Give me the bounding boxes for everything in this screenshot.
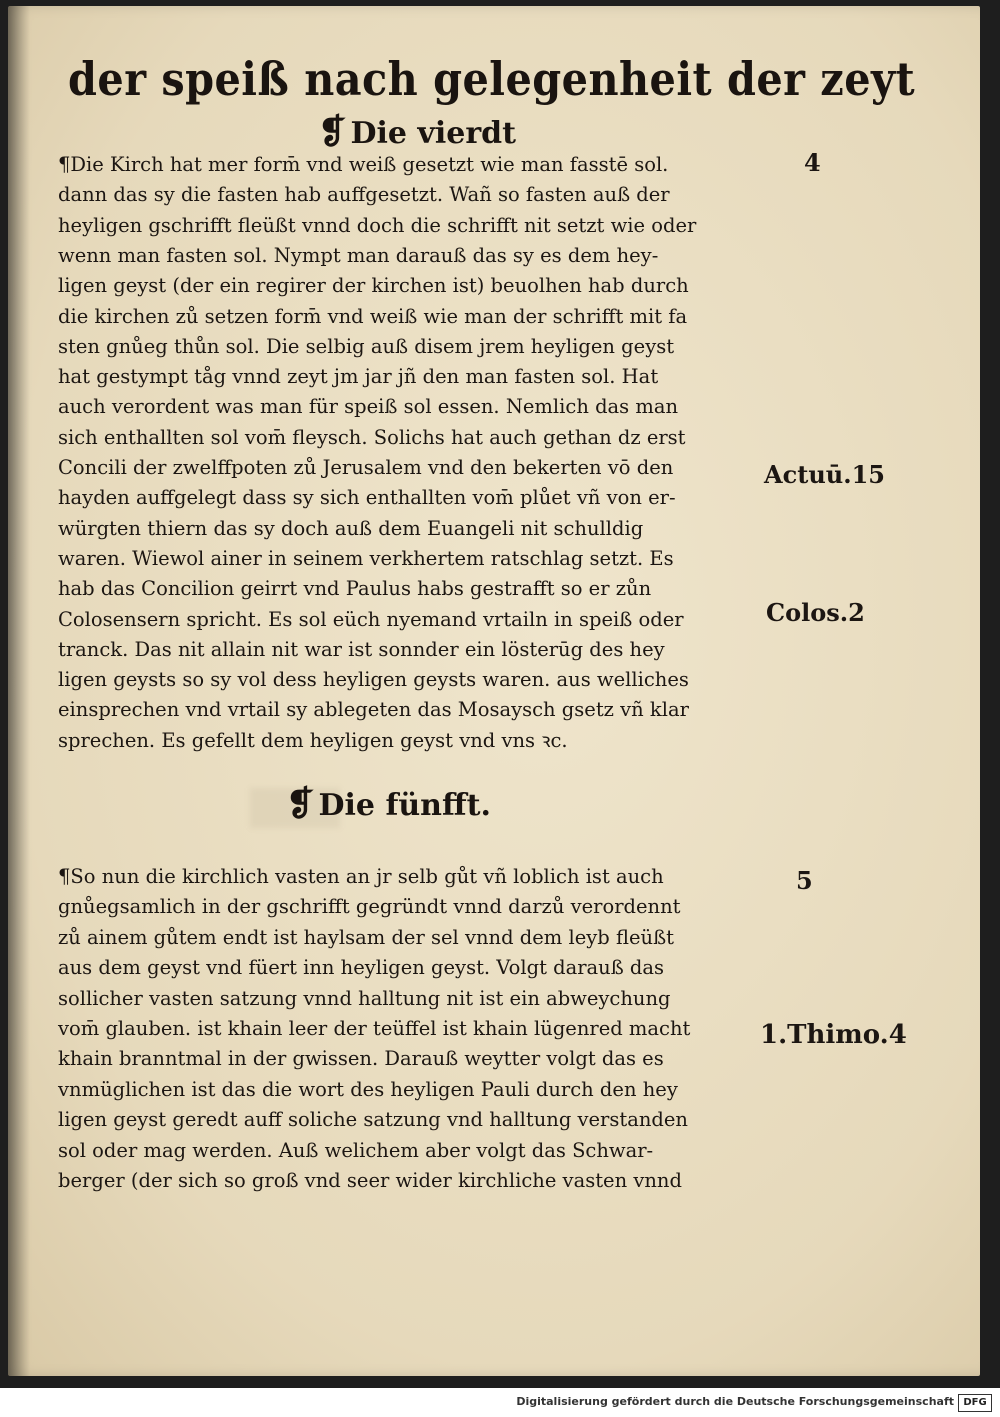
section-title: Die fünfft. [318, 788, 491, 823]
text-line: ligen geyst geredt auff soliche satzung vnd halltung verstanden [58, 1108, 688, 1132]
text-line: Concili der zwelffpoten zů Jerusalem vnd den bekerten vō den [58, 456, 674, 479]
text-line: würgten thiern das sy doch auß dem Euangeli nit schulldig [58, 516, 644, 540]
margin-ref-thimo: 1.Thimo.4 [760, 1020, 907, 1050]
text-line: heyligen gschrifft fleüßt vnnd doch die schrifft nit setzt wie oder [58, 213, 697, 237]
capitulum-mark: ❡ [318, 112, 347, 152]
text-line: ¶Die Kirch hat mer form̄ vnd weiß gesetzt wie man fasstē sol. [58, 153, 669, 176]
capitulum-mark: ❡ [286, 784, 315, 824]
text-line: vnmüglichen ist das die wort des heyligen Pauli durch den hey [58, 1077, 678, 1101]
margin-ref-colos: Colos.2 [766, 598, 865, 627]
section-heading-4 [318, 112, 516, 152]
text-line: einsprechen vnd vrtail sy ablegeten das Mosaysch gsetz vñ klar [58, 698, 689, 722]
footer-credit: Digitalisierung gefördert durch die Deutsche Forschungsgemeinschaft [516, 1395, 954, 1408]
text-line: sten gnůeg thůn sol. Die selbig auß disem jrem heyligen geyst [58, 334, 675, 358]
text-line: ¶So nun die kirchlich vasten an jr selb gůt vñ loblich ist auch [58, 865, 664, 888]
text-line: vom̄ glauben. ist khain leer der teüffel ist khain lügenred macht [58, 1017, 691, 1040]
text-line: tranck. Das nit allain nit war ist sonnder ein lösterūg des hey [58, 637, 665, 661]
margin-number-4: 4 [804, 148, 821, 177]
text-line: sprechen. Es gefellt dem heyligen geyst vnd vns ꝛc. [58, 728, 568, 752]
footer-bar [0, 1388, 1000, 1417]
text-line: die kirchen zů setzen form̄ vnd weiß wie man der schrifft mit fa [58, 304, 688, 328]
text-line: Colosensern spricht. Es sol eüch nyemand vrtailn in speiß oder [58, 607, 684, 631]
text-line: hat gestympt tåg vnnd zeyt jm jar jñ den man fasten sol. Hat [58, 365, 659, 389]
text-line: zů ainem gůtem endt ist haylsam der sel vnnd dem leyb fleüßt [58, 925, 674, 949]
text-line: sol oder mag werden. Auß welichem aber volgt das Schwar- [58, 1138, 654, 1162]
page-fold-shadow [8, 6, 30, 1376]
text-line: wenn man fasten sol. Nympt man darauß das sy es dem hey- [58, 243, 659, 267]
section-heading-5 [286, 784, 491, 824]
section-title: Die vierdt [350, 116, 516, 151]
text-line: ligen geyst (der ein regirer der kirchen ist) beuolhen hab durch [58, 274, 689, 298]
text-line: sich enthallten sol vom̄ fleysch. Solichs hat auch gethan dz erst [58, 425, 686, 449]
text-line: khain branntmal in der gwissen. Darauß weytter volgt das es [58, 1047, 664, 1071]
text-line: waren. Wiewol ainer in seinem verkhertem ratschlag setzt. Es [58, 546, 674, 570]
text-line: hayden auffgelegt dass sy sich enthallten vom̄ plůet vñ von er- [58, 486, 676, 510]
text-line: auch verordent was man für speiß sol essen. Nemlich das man [58, 395, 679, 419]
margin-number-5: 5 [796, 866, 813, 895]
text-line: gnůegsamlich in der gschrifft gegründt vnnd darzů verordennt [58, 895, 681, 919]
margin-ref-actuum: Actuū.15 [764, 460, 885, 489]
text-line: ligen geysts so sy vol dess heyligen geysts waren. aus welliches [58, 668, 689, 692]
running-head: der speiß nach gelegenheit der zeyt [68, 52, 916, 106]
text-line: berger (der sich so groß vnd seer wider kirchliche vasten vnnd [58, 1169, 682, 1192]
dfg-logo: DFG [958, 1394, 992, 1412]
text-line: sollicher vasten satzung vnnd halltung nit ist ein abweychung [58, 986, 671, 1010]
text-line: hab das Concilion geirrt vnd Paulus habs gestrafft so er zůn [58, 577, 652, 601]
text-line: aus dem geyst vnd füert inn heyligen geyst. Volgt darauß das [58, 956, 665, 980]
text-line: dann das sy die fasten hab auffgesetzt. Wañ so fasten auß der [58, 183, 670, 207]
